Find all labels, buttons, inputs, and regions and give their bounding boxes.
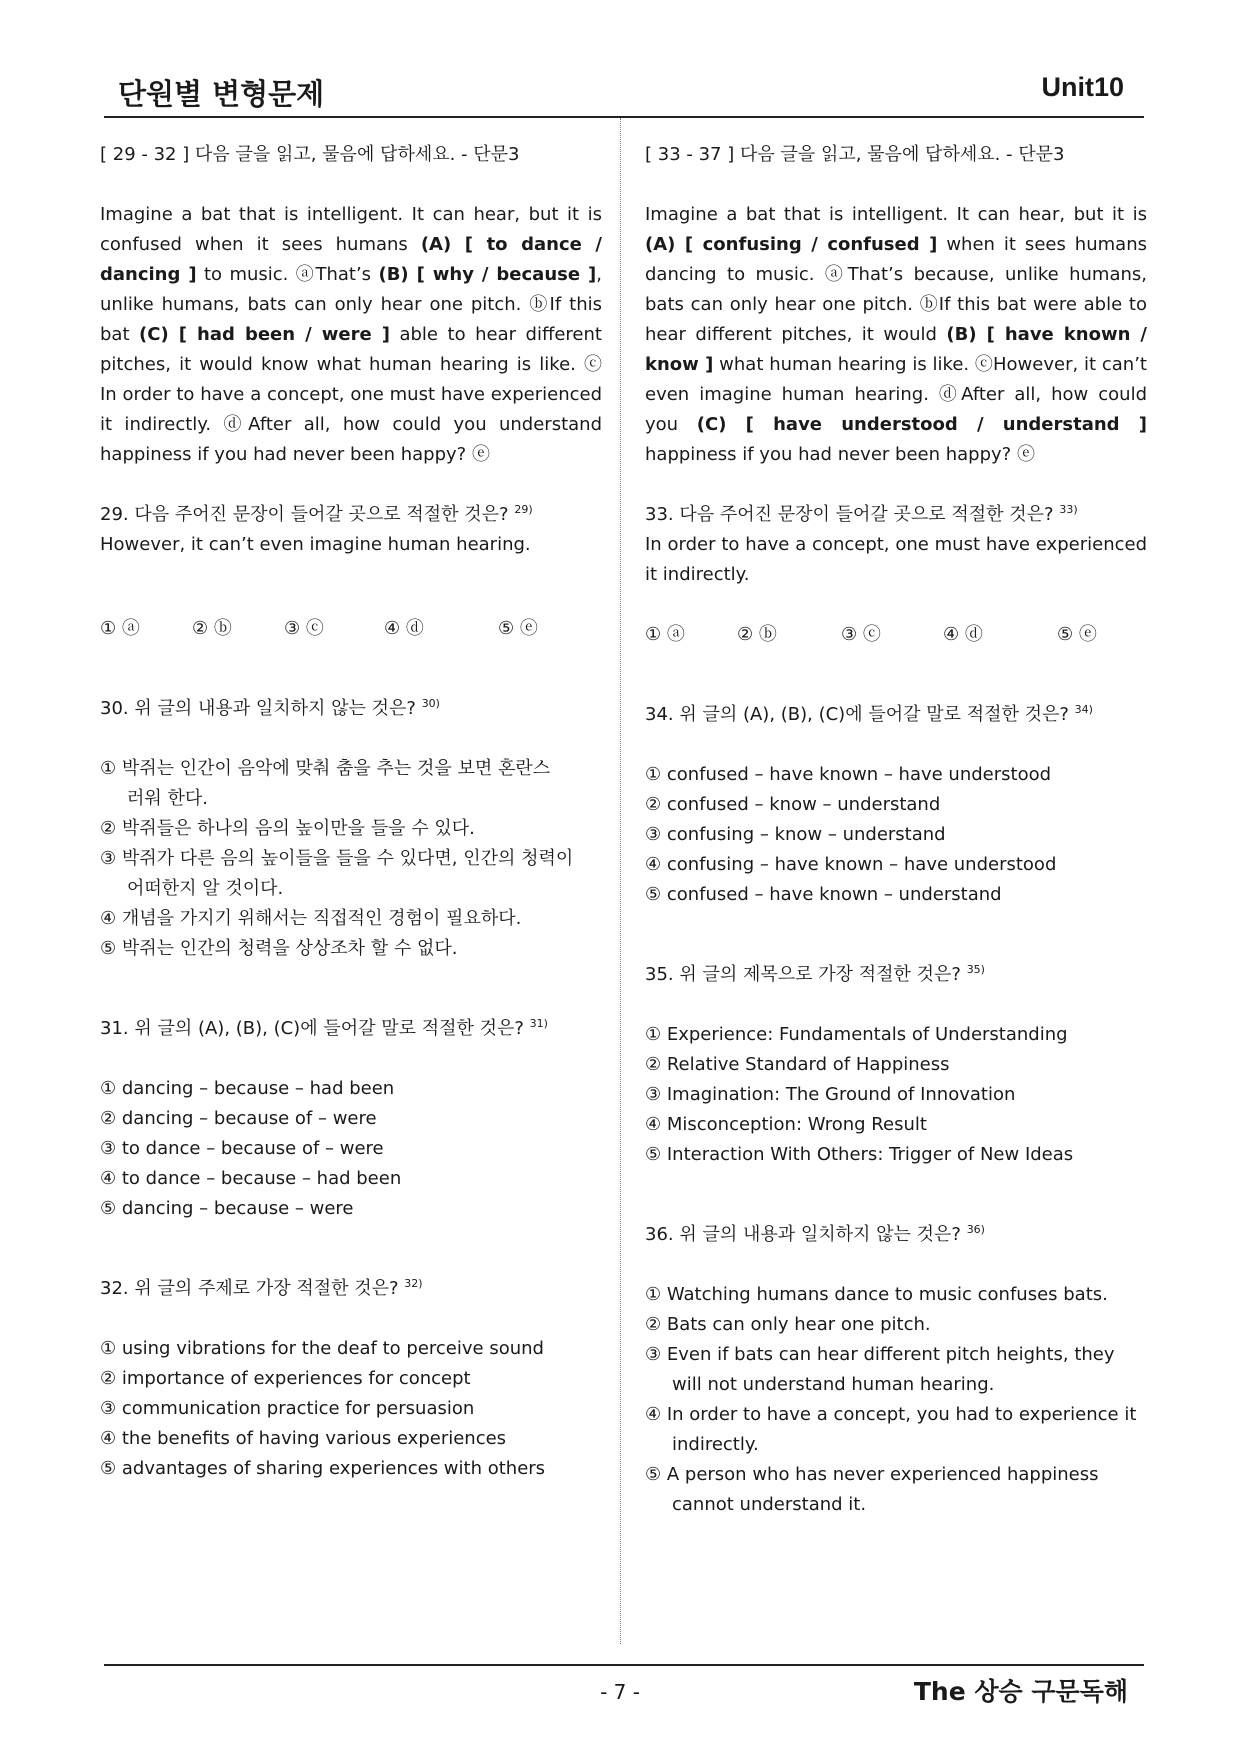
question-36-text: 36. 위 글의 내용과 일치하지 않는 것은? xyxy=(645,1224,961,1245)
option-36-4[interactable]: ④ In order to have a concept, you had to experience it indirectly. xyxy=(645,1404,1137,1455)
instruction-29-32: [ 29 - 32 ] 다음 글을 읽고, 물음에 답하세요. - 단문3 xyxy=(100,144,520,165)
option-32-3[interactable]: ③ communication practice for persuasion xyxy=(100,1398,475,1419)
option-31-1[interactable]: ① dancing – because – had been xyxy=(100,1078,395,1099)
option-36-2[interactable]: ② Bats can only hear one pitch. xyxy=(645,1314,931,1335)
options-35 xyxy=(645,1020,1147,1170)
option-30-5[interactable]: ⑤ 박쥐는 인간의 청력을 상상조차 할 수 없다. xyxy=(100,938,458,959)
footnote-ref-30: 30) xyxy=(421,697,440,710)
option-31-3[interactable]: ③ to dance – because of – were xyxy=(100,1138,384,1159)
option-35-3[interactable]: ③ Imagination: The Ground of Innovation xyxy=(645,1084,1016,1105)
footer-rule xyxy=(104,1664,1144,1666)
question-30 xyxy=(100,694,602,964)
footnote-ref-31: 31) xyxy=(529,1017,548,1030)
footnote-ref-34: 34) xyxy=(1074,703,1093,716)
page-title: 단원별 변형문제 xyxy=(118,77,325,111)
question-32 xyxy=(100,1274,602,1484)
footnote-ref-32: 32) xyxy=(404,1277,423,1290)
option-30-2[interactable]: ② 박쥐들은 하나의 음의 높이만을 들을 수 있다. xyxy=(100,818,475,839)
question-31-text: 31. 위 글의 (A), (B), (C)에 들어갈 말로 적절한 것은? xyxy=(100,1018,524,1039)
option-36-1[interactable]: ① Watching humans dance to music confuses bats. xyxy=(645,1284,1108,1305)
option-31-4[interactable]: ④ to dance – because – had been xyxy=(100,1168,402,1189)
option-29-2[interactable]: ② ⓑ xyxy=(192,618,232,639)
footnote-ref-29: 29) xyxy=(514,503,533,516)
page-header xyxy=(104,66,1144,118)
options-29 xyxy=(100,614,602,644)
option-34-3[interactable]: ③ confusing – know – understand xyxy=(645,824,946,845)
option-30-3[interactable]: ③ 박쥐가 다른 음의 높이들을 들을 수 있다면, 인간의 청력이 어떠한지 알 것이다. xyxy=(100,848,574,899)
question-34 xyxy=(645,700,1147,910)
option-34-1[interactable]: ① confused – have known – have understood xyxy=(645,764,1052,785)
question-34-text: 34. 위 글의 (A), (B), (C)에 들어갈 말로 적절한 것은? xyxy=(645,704,1069,725)
question-29-text: 29. 다음 주어진 문장이 들어갈 곳으로 적절한 것은? xyxy=(100,504,509,525)
option-35-5[interactable]: ⑤ Interaction With Others: Trigger of New Ideas xyxy=(645,1144,1074,1165)
option-32-5[interactable]: ⑤ advantages of sharing experiences with others xyxy=(100,1458,546,1479)
question-31 xyxy=(100,1014,602,1224)
option-33-3[interactable]: ③ ⓒ xyxy=(841,624,881,645)
passage-right: Imagine a bat that is intelligent. It can hear, but it is (A) [ confusing / confused ] when it sees humans dancing to music. ⓐThat’s because, unlike humans, bats can only hear one pitch. ⓑIf this bat were able to hear different pitches, it would (B) [ have known / know ] what human hearing is like. ⓒHowever, it can’t even imagine human hearing. ⓓAfter all, how could you (C) [ have understood / understand ] happiness if you had never been happy? ⓔ xyxy=(645,204,1148,465)
option-31-5[interactable]: ⑤ dancing – because – were xyxy=(100,1198,354,1219)
option-30-4[interactable]: ④ 개념을 가지기 위해서는 직접적인 경험이 필요하다. xyxy=(100,908,522,929)
option-33-4[interactable]: ④ ⓓ xyxy=(943,624,983,645)
option-35-4[interactable]: ④ Misconception: Wrong Result xyxy=(645,1114,927,1135)
option-32-2[interactable]: ② importance of experiences for concept xyxy=(100,1368,471,1389)
footnote-ref-35: 35) xyxy=(966,963,985,976)
option-29-3[interactable]: ③ ⓒ xyxy=(284,618,324,639)
footnote-ref-36: 36) xyxy=(966,1223,985,1236)
question-29 xyxy=(100,500,602,644)
option-33-5[interactable]: ⑤ ⓔ xyxy=(1057,624,1097,645)
footnote-ref-33: 33) xyxy=(1059,503,1078,516)
option-35-2[interactable]: ② Relative Standard of Happiness xyxy=(645,1054,950,1075)
question-35-text: 35. 위 글의 제목으로 가장 적절한 것은? xyxy=(645,964,961,985)
right-column xyxy=(645,140,1147,1520)
given-sentence-33: In order to have a concept, one must have experienced it indirectly. xyxy=(645,534,1147,585)
question-35 xyxy=(645,960,1147,1170)
column-divider xyxy=(620,118,621,1644)
given-sentence-29: However, it can’t even imagine human hearing. xyxy=(100,534,531,555)
option-29-4[interactable]: ④ ⓓ xyxy=(384,618,424,639)
page-number: - 7 - xyxy=(600,1680,640,1704)
option-36-3[interactable]: ③ Even if bats can hear different pitch heights, they will not understand human hearing. xyxy=(645,1344,1115,1395)
option-34-2[interactable]: ② confused – know – understand xyxy=(645,794,941,815)
options-36 xyxy=(645,1280,1147,1520)
option-36-5[interactable]: ⑤ A person who has never experienced happiness cannot understand it. xyxy=(645,1464,1099,1515)
options-31 xyxy=(100,1074,602,1224)
option-30-1[interactable]: ① 박쥐는 인간이 음악에 맞춰 춤을 추는 것을 보면 혼란스러워 한다. xyxy=(100,758,551,809)
options-34 xyxy=(645,760,1147,910)
options-32 xyxy=(100,1334,602,1484)
option-34-5[interactable]: ⑤ confused – have known – understand xyxy=(645,884,1002,905)
option-32-1[interactable]: ① using vibrations for the deaf to perceive sound xyxy=(100,1338,544,1359)
option-33-2[interactable]: ② ⓑ xyxy=(737,624,777,645)
options-33 xyxy=(645,620,1147,650)
option-32-4[interactable]: ④ the benefits of having various experiences xyxy=(100,1428,507,1449)
option-31-2[interactable]: ② dancing – because of – were xyxy=(100,1108,377,1129)
question-30-text: 30. 위 글의 내용과 일치하지 않는 것은? xyxy=(100,698,416,719)
question-32-text: 32. 위 글의 주제로 가장 적절한 것은? xyxy=(100,1278,399,1299)
passage-left: Imagine a bat that is intelligent. It can hear, but it is confused when it sees humans (A) [ to dance / dancing ] to music. ⓐThat’s (B) [ why / because ], unlike humans, bats can only hear one pitch. ⓑIf this bat (C) [ had been / were ] able to hear different pitches, it would know what human hearing is like. ⓒ In order to have a concept, one must have experienced it indirectly. ⓓAfter all, how could you understand happiness if you had never been happy? ⓔ xyxy=(100,204,602,465)
book-brand: The 상승 구문독해 xyxy=(913,1677,1128,1706)
option-34-4[interactable]: ④ confusing – have known – have understood xyxy=(645,854,1057,875)
left-column xyxy=(100,140,602,1484)
question-33-text: 33. 다음 주어진 문장이 들어갈 곳으로 적절한 것은? xyxy=(645,504,1054,525)
option-29-5[interactable]: ⑤ ⓔ xyxy=(498,618,538,639)
instruction-33-37: [ 33 - 37 ] 다음 글을 읽고, 물음에 답하세요. - 단문3 xyxy=(645,144,1065,165)
option-35-1[interactable]: ① Experience: Fundamentals of Understanding xyxy=(645,1024,1068,1045)
options-30 xyxy=(100,754,602,964)
unit-label: Unit10 xyxy=(1041,72,1124,102)
question-33 xyxy=(645,500,1147,650)
option-33-1[interactable]: ① ⓐ xyxy=(645,624,685,645)
question-36 xyxy=(645,1220,1147,1520)
option-29-1[interactable]: ① ⓐ xyxy=(100,618,140,639)
